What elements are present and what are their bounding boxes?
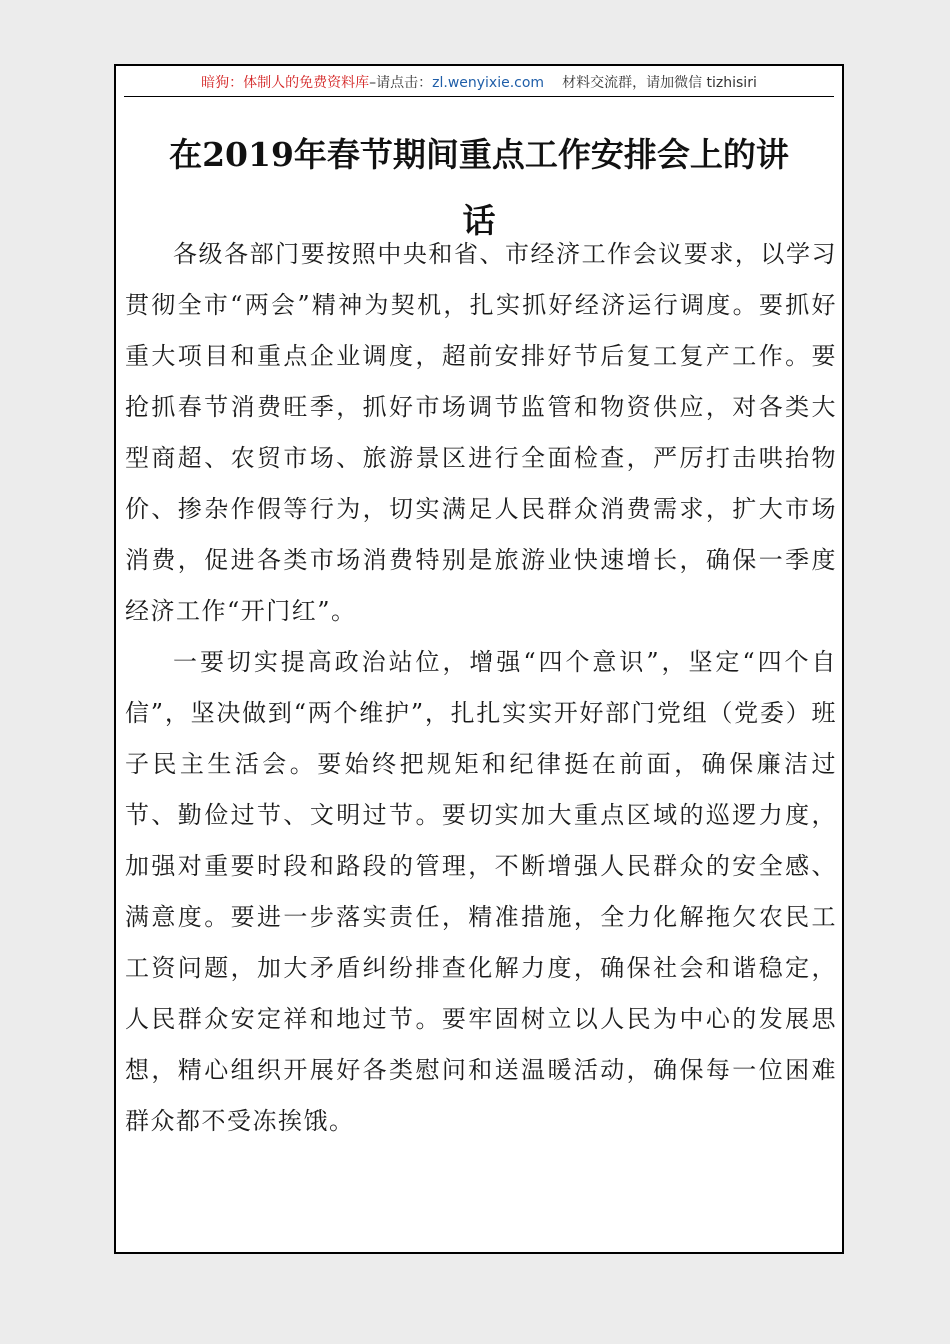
paragraph: 一要切实提高政治站位，增强“四个意识”，坚定“四个自信”，坚决做到“两个维护”，扎扎实实开好部门党组（党委）班子民主生活会。要始终把规矩和纪律挺在前面，确保廉洁过节、勤俭过节、文明过节。要切实加大重点区域的巡逻力度，加强对重要时段和路段的管理，不断增强人民群众的安全感、满意度。要进一步落实责任，精准措施，全力化解拖欠农民工工资问题，加大矛盾纠纷排查化解力度，确保社会和谐稳定，人民群众安定祥和地过节。要牢固树立以人民为中心的发展思想，精心组织开展好各类慰问和送温暖活动，确保每一位困难群众都不受冻挨饿。 xyxy=(125,648,837,1135)
header-website-link[interactable]: zl.wenyixie.com xyxy=(432,75,545,91)
document-title: 在2019年春节期间重点工作安排会上的讲话 xyxy=(169,135,789,240)
document-page xyxy=(114,64,844,1254)
page-header xyxy=(124,72,834,97)
document-body xyxy=(125,229,837,1147)
header-wechat-note: 材料交流群，请加微信 tizhisiri xyxy=(562,75,757,91)
paragraph: 各级各部门要按照中央和省、市经济工作会议要求，以学习贯彻全市“两会”精神为契机，扎实抓好经济运行调度。要抓好重大项目和重点企业调度，超前安排好节后复工复产工作。要抢抓春节消费旺季，抓好市场调节监管和物资供应，对各类大型商超、农贸市场、旅游景区进行全面检查，严厉打击哄抬物价、掺杂作假等行为，切实满足人民群众消费需求，扩大市场消费，促进各类市场消费特别是旅游业快速增长，确保一季度经济工作“开门红”。 xyxy=(125,240,837,625)
header-link-prefix: –请点击： xyxy=(369,75,433,91)
header-brand: 暗狗：体制人的免费资料库 xyxy=(201,75,370,91)
